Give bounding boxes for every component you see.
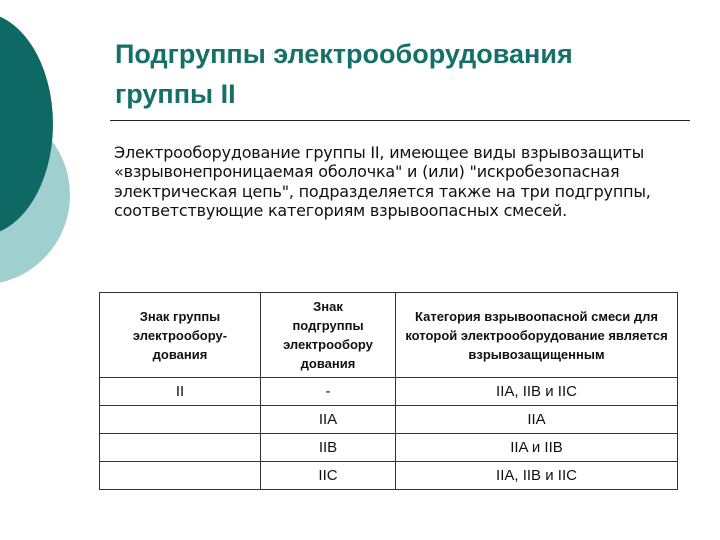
- table-cell: [100, 462, 261, 490]
- decorative-circles: [0, 0, 80, 300]
- table-cell: IIC: [261, 462, 396, 490]
- slide-title: Подгруппы электрооборудования группы II: [115, 39, 573, 109]
- table-cell: [100, 434, 261, 462]
- table-cell: -: [261, 378, 396, 406]
- table-cell: IIA, IIB и IIC: [396, 462, 678, 490]
- table-cell: II: [100, 378, 261, 406]
- table-cell: IIA, IIB и IIC: [396, 378, 678, 406]
- title-divider: [110, 120, 690, 121]
- table-header-row: [100, 293, 678, 378]
- table-cell: IIA: [261, 406, 396, 434]
- header-cell: Категория взрывоопасной смеси для которой электрооборудование является взрывозащищенным: [396, 293, 678, 378]
- table-cell: [100, 406, 261, 434]
- table-cell: IIA: [396, 406, 678, 434]
- table-row: [100, 434, 678, 462]
- header-cell: Знак группы электрообору-дования: [100, 293, 261, 378]
- body-text: Электрооборудование группы II, имеющее виды взрывозащиты «взрывонепроницаемая оболочка" и (или) "искробезопасная электрическая цепь", подразделяется также на три подгруппы, соответствующие категориям взрывоопасных смесей.: [114, 143, 651, 220]
- table-row: [100, 462, 678, 490]
- header-cell: Знак подгруппы электрообору дования: [261, 293, 396, 378]
- table-cell: IIB: [261, 434, 396, 462]
- table-row: [100, 406, 678, 434]
- table-row: [100, 378, 678, 406]
- table-cell: IIA и IIB: [396, 434, 678, 462]
- subgroups-table: [99, 292, 678, 490]
